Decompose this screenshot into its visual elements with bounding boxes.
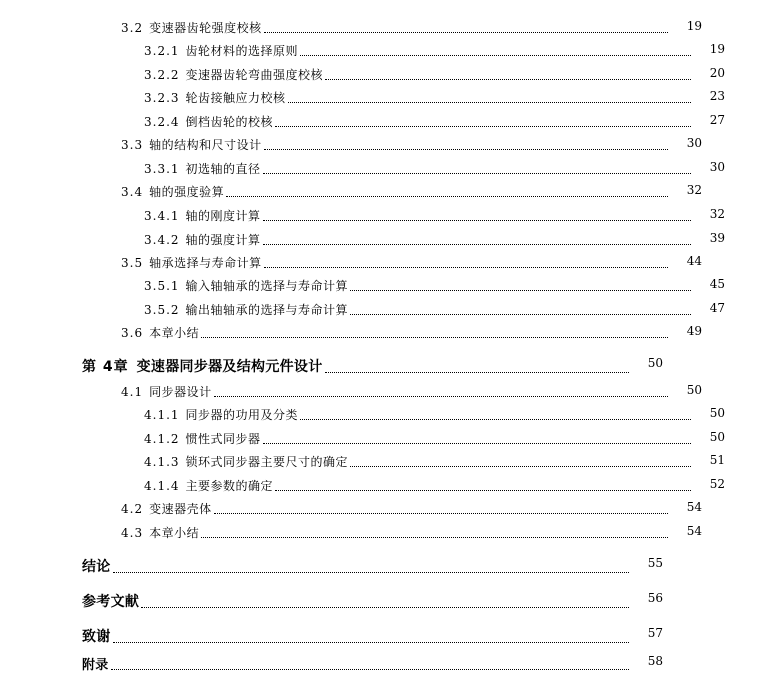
toc-entry-title: 致谢 (82, 629, 111, 645)
dot-leader (350, 289, 691, 291)
toc-entry[interactable] (0, 66, 763, 83)
toc-entry-page: 30 (686, 136, 702, 150)
toc-entry[interactable] (0, 19, 740, 36)
toc-entry-title: 结论 (82, 559, 111, 575)
toc-entry-page: 50 (647, 356, 663, 370)
dot-leader (111, 668, 629, 670)
toc-entry-title: 轴的结构和尺寸设计 (149, 138, 262, 152)
toc-entry-title: 锁环式同步器主要尺寸的确定 (185, 455, 349, 469)
toc-entry-number: 3.5.2 (144, 303, 180, 317)
toc-entry-page: 47 (709, 301, 725, 315)
toc-entry[interactable] (0, 89, 763, 106)
dot-leader (264, 31, 668, 33)
toc-entry-page: 49 (686, 324, 702, 338)
dot-leader (141, 606, 629, 608)
dot-leader (288, 101, 691, 103)
toc-entry-title: 输入轴轴承的选择与寿命计算 (185, 279, 349, 293)
dot-leader (300, 54, 691, 56)
toc-entry-page: 57 (647, 626, 663, 640)
toc-entry-number: 4.3 (121, 526, 144, 540)
toc-entry-number: 3.2.1 (144, 44, 180, 58)
toc-chapter-entry[interactable] (0, 591, 701, 611)
toc-entry-title: 倒档齿轮的校核 (185, 115, 274, 129)
toc-entry-title: 输出轴轴承的选择与寿命计算 (185, 303, 349, 317)
toc-chapter-entry[interactable] (0, 654, 701, 673)
toc-entry-title: 轴的刚度计算 (185, 209, 261, 223)
toc-entry[interactable] (0, 524, 740, 541)
toc-entry-title: 变速器齿轮强度校核 (149, 21, 262, 35)
toc-entry[interactable] (0, 254, 740, 271)
dot-leader (350, 313, 691, 315)
dot-leader (214, 512, 668, 514)
toc-entry[interactable] (0, 113, 763, 130)
toc-entry-title: 主要参数的确定 (185, 479, 274, 493)
toc-entry-page: 19 (709, 42, 725, 56)
toc-entry-number: 4.1.3 (144, 455, 180, 469)
toc-entry-title: 变速器壳体 (149, 502, 212, 516)
toc-entry-page: 30 (709, 160, 725, 174)
toc-entry-title: 初选轴的直径 (185, 162, 261, 176)
toc-entry-number: 4.1.4 (144, 479, 180, 493)
dot-leader (201, 336, 668, 338)
toc-entry-title: 同步器设计 (149, 385, 212, 399)
toc-entry-page: 54 (686, 524, 702, 538)
dot-leader (113, 641, 629, 643)
toc-entry-title: 本章小结 (149, 526, 200, 540)
toc-entry-number: 4.1.1 (144, 408, 180, 422)
toc-entry-page: 50 (709, 430, 725, 444)
toc-entry-number: 3.4.1 (144, 209, 180, 223)
toc-entry-page: 32 (686, 183, 702, 197)
toc-entry-title: 附录 (82, 658, 109, 673)
toc-entry-number: 3.3 (121, 138, 144, 152)
dot-leader (264, 148, 668, 150)
toc-entry-number: 3.6 (121, 326, 144, 340)
toc-entry-title: 参考文献 (82, 594, 140, 610)
toc-entry-page: 32 (709, 207, 725, 221)
toc-entry-page: 19 (686, 19, 702, 33)
toc-entry-number: 3.2.4 (144, 115, 180, 129)
toc-entry-title: 本章小结 (149, 326, 200, 340)
toc-entry-number: 3.4.2 (144, 233, 180, 247)
dot-leader (214, 395, 668, 397)
toc-entry[interactable] (0, 183, 740, 200)
toc-entry[interactable] (0, 160, 763, 177)
toc-entry-page: 50 (686, 383, 702, 397)
dot-leader (263, 172, 691, 174)
dot-leader (113, 571, 629, 573)
toc-entry-title: 齿轮材料的选择原则 (185, 44, 299, 58)
toc-chapter-entry[interactable] (0, 626, 701, 646)
toc-entry-number: 3.2.3 (144, 91, 180, 105)
dot-leader (275, 125, 691, 127)
dot-leader (263, 442, 691, 444)
toc-entry-number: 3.2.2 (144, 68, 180, 82)
toc-entry-title: 轮齿接触应力校核 (185, 91, 286, 105)
toc-entry-title: 轴的强度计算 (185, 233, 261, 247)
toc-entry[interactable] (0, 500, 740, 517)
toc-entry-number: 3.4 (121, 185, 144, 199)
toc-entry[interactable] (0, 406, 763, 423)
toc-entry-page: 50 (709, 406, 725, 420)
toc-entry-number: 4.2 (121, 502, 144, 516)
toc-entry-page: 39 (709, 231, 725, 245)
toc-entry[interactable] (0, 207, 763, 224)
toc-entry-title: 轴的强度验算 (149, 185, 225, 199)
dot-leader (300, 418, 691, 420)
toc-entry-number: 4.1 (121, 385, 144, 399)
toc-entry-page: 44 (686, 254, 702, 268)
toc-entry-page: 51 (709, 453, 725, 467)
toc-entry[interactable] (0, 453, 763, 470)
toc-entry[interactable] (0, 42, 763, 59)
toc-entry-title: 轴承选择与寿命计算 (149, 256, 262, 270)
toc-chapter-entry[interactable] (0, 356, 701, 376)
toc-entry-number: 3.3.1 (144, 162, 180, 176)
toc-entry[interactable] (0, 136, 740, 153)
toc-entry-page: 45 (709, 277, 725, 291)
toc-entry[interactable] (0, 477, 763, 494)
toc-entry[interactable] (0, 301, 763, 318)
toc-entry[interactable] (0, 324, 740, 341)
toc-entry-page: 52 (709, 477, 725, 491)
dot-leader (226, 195, 668, 197)
toc-entry-title: 惯性式同步器 (185, 432, 261, 446)
toc-entry-page: 27 (709, 113, 725, 127)
toc-entry[interactable] (0, 383, 740, 400)
toc-entry[interactable] (0, 277, 763, 294)
dot-leader (264, 266, 668, 268)
toc-entry[interactable] (0, 231, 763, 248)
toc-entry-number: 第 4章 (82, 359, 129, 375)
toc-entry-number: 4.1.2 (144, 432, 180, 446)
toc-entry-page: 58 (647, 654, 663, 668)
toc-entry-page: 20 (709, 66, 725, 80)
dot-leader (325, 78, 691, 80)
toc-entry-page: 55 (647, 556, 663, 570)
toc-chapter-entry[interactable] (0, 556, 701, 576)
dot-leader (350, 465, 691, 467)
toc-entry-number: 3.2 (121, 21, 144, 35)
toc-entry-title: 同步器的功用及分类 (185, 408, 299, 422)
dot-leader (263, 243, 691, 245)
dot-leader (201, 536, 668, 538)
toc-entry-title: 变速器同步器及结构元件设计 (136, 359, 323, 375)
toc-entry-page: 56 (647, 591, 663, 605)
toc-entry[interactable] (0, 430, 763, 447)
toc-entry-number: 3.5 (121, 256, 144, 270)
dot-leader (263, 219, 691, 221)
dot-leader (325, 371, 629, 373)
toc-entry-page: 23 (709, 89, 725, 103)
toc-entry-title: 变速器齿轮弯曲强度校核 (185, 68, 324, 82)
toc-entry-number: 3.5.1 (144, 279, 180, 293)
toc-entry-page: 54 (686, 500, 702, 514)
dot-leader (275, 489, 691, 491)
